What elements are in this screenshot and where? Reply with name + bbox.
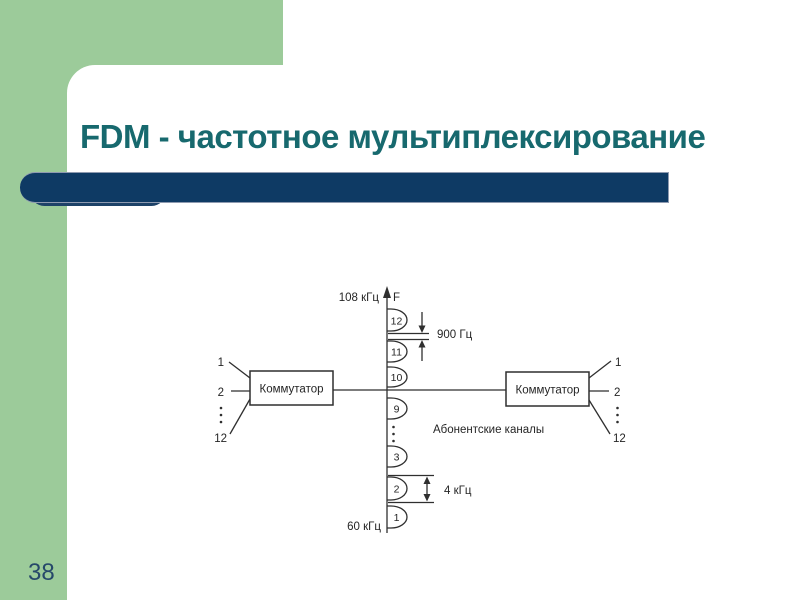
fdm-diagram: [185, 255, 645, 550]
left-port-label-12: 12: [214, 433, 227, 445]
right-port-line-1: [589, 361, 611, 378]
axis-letter: F: [393, 292, 401, 304]
channel-width-label: 4 кГц: [444, 485, 472, 497]
arrow-up-icon: [424, 477, 431, 485]
subscriber-channels-label: Абонентские каналы: [433, 424, 545, 436]
channel-lobe-10-number: 10: [390, 372, 403, 384]
right-switch-label: Коммутатор: [515, 384, 580, 397]
channel-lobe-1-number: 1: [393, 512, 400, 524]
left-port-line-12: [230, 399, 250, 434]
left-port-line-1: [229, 362, 250, 378]
channel-lobes: [387, 309, 407, 528]
left-ports-ellipsis-dots: [220, 407, 223, 424]
channel-lobe-12-number: 12: [390, 315, 403, 328]
right-port-label-1: 1: [615, 357, 622, 369]
left-switch-label: Коммутатор: [259, 383, 324, 396]
axis-ellipsis-dots: [392, 426, 395, 443]
title-underline-bar: [20, 172, 669, 203]
slide-title: FDM - частотное мультиплексирование: [80, 118, 706, 155]
arrow-up-icon: [419, 340, 426, 348]
right-port-label-12: 12: [613, 433, 626, 445]
axis-top-label: 108 кГц: [338, 292, 379, 304]
axis-arrow-up-icon: [383, 286, 391, 298]
arrow-down-icon: [424, 494, 431, 502]
channel-lobe-3-number: 3: [393, 451, 400, 464]
arrow-down-icon: [419, 326, 426, 334]
left-switch: [214, 357, 333, 445]
right-port-label-2: 2: [614, 387, 621, 399]
page-number: 38: [28, 559, 55, 586]
channel-lobe-2-number: 2: [393, 483, 400, 496]
right-port-line-12: [589, 400, 610, 434]
channel-lobe-11-number: 11: [391, 346, 402, 359]
left-port-label-2: 2: [217, 387, 224, 399]
axis-bottom-label: 60 кГц: [347, 521, 381, 533]
channel-lobe-9-number: 9: [393, 403, 400, 416]
guard-band-label: 900 Гц: [437, 329, 473, 341]
right-ports-ellipsis-dots: [616, 407, 619, 424]
left-port-label-1: 1: [217, 357, 224, 369]
